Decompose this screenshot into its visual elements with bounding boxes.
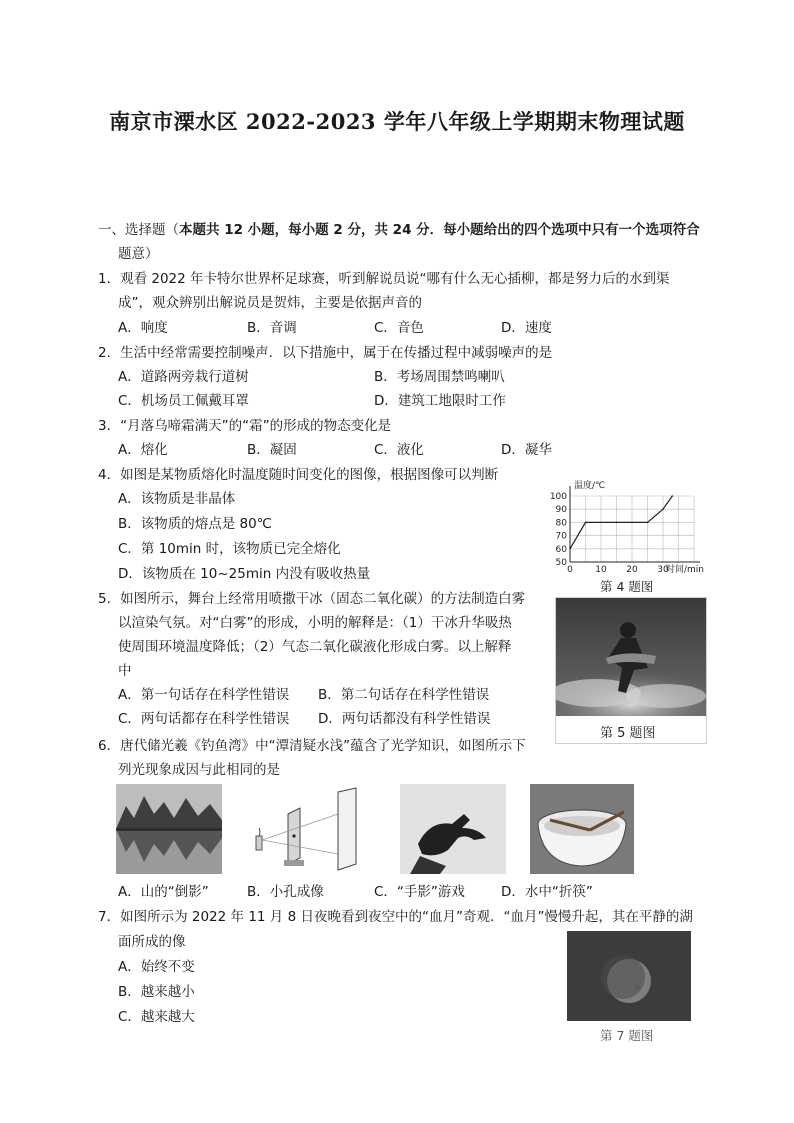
q1-option-b[interactable]: B．音调 [247, 320, 297, 336]
q3-option-b[interactable]: B．凝固 [247, 442, 297, 458]
q4-figure-caption: 第 4 题图 [600, 579, 654, 594]
q4-option-a[interactable]: A．该物质是非晶体 [118, 491, 236, 507]
data-point [616, 522, 618, 524]
q6-stem-line1: 6．唐代储光羲《钓鱼湾》中“潭清疑水浅”蕴含了光学知识，如图所示下 [98, 738, 526, 754]
q4-option-b[interactable]: B．该物质的熔点是 80℃ [118, 516, 272, 532]
y-tick-label: 50 [555, 558, 567, 568]
q7-stem-line1: 7．如图所示为 2022 年 11 月 8 日夜晚看到夜空中的“血月”奇观．“血月”慢慢升起，其在平静的湖 [98, 909, 693, 925]
y-tick-label: 60 [555, 544, 567, 555]
q7-option-c[interactable]: C．越来越大 [118, 1009, 195, 1025]
data-point [662, 508, 664, 510]
q7-option-b[interactable]: B．越来越小 [118, 984, 195, 1000]
q4-stem: 4．如图是某物质熔化时温度随时间变化的图像，根据图像可以判断 [98, 467, 499, 483]
y-tick-label: 80 [555, 518, 567, 529]
q6-image-bent-chopstick [530, 784, 634, 874]
x-tick-label: 0 [567, 565, 573, 575]
x-tick-label: 20 [626, 565, 638, 575]
q7-option-a[interactable]: A．始终不变 [118, 959, 195, 975]
q7-stem-line2: 面所成的像 [118, 934, 186, 950]
pinhole-camera-icon [238, 784, 383, 874]
hand-shadow-icon [400, 784, 506, 874]
y-axis-label: 温度/℃ [574, 481, 606, 491]
q7-figure-caption: 第 7 题图 [600, 1028, 654, 1043]
q1-stem-line2: 成”，观众辨别出解说员是贺炜，主要是依据声音的 [118, 295, 422, 311]
q5-option-c[interactable]: C．两句话都存在科学性错误 [118, 711, 290, 727]
q4-figure-chart [546, 480, 714, 580]
q2-option-b[interactable]: B．考场周围禁鸣喇叭 [374, 369, 505, 385]
q5-option-a[interactable]: A．第一句话存在科学性错误 [118, 687, 290, 703]
q2-stem: 2．生活中经常需要控制噪声．以下措施中，属于在传播过程中减弱噪声的是 [98, 345, 553, 361]
y-tick-label: 70 [555, 531, 567, 542]
q3-option-a[interactable]: A．熔化 [118, 442, 168, 458]
q5-stem-line2: 以渲染气氛。对“白雾”的形成，小明的解释是：（1）干冰升华吸热 [118, 615, 512, 631]
q3-stem: 3．“月落乌啼霜满天”的“霜”的形成的物态变化是 [98, 418, 392, 434]
q1-option-c[interactable]: C．音色 [374, 320, 424, 336]
q6-option-d[interactable]: D．水中“折筷” [501, 884, 593, 900]
section-heading-prefix: 一、选择题（ [98, 222, 179, 238]
bowl-chopstick-icon [530, 784, 634, 874]
data-point [647, 522, 649, 524]
q6-option-c[interactable]: C．“手影”游戏 [374, 884, 465, 900]
x-tick-label: 10 [595, 565, 607, 575]
mountain-reflection-icon [116, 784, 222, 874]
q6-option-a[interactable]: A．山的“倒影” [118, 884, 209, 900]
q5-figure-caption: 第 5 题图 [600, 726, 656, 741]
temperature-time-chart [546, 480, 714, 580]
data-point [672, 495, 674, 497]
q5-option-b[interactable]: B．第二句话存在科学性错误 [318, 687, 490, 703]
q4-option-d[interactable]: D．该物质在 10~25min 内没有吸收热量 [118, 566, 371, 582]
data-point [569, 548, 571, 550]
q7-figure [567, 931, 691, 1021]
section-heading-rule: 本题共 12 小题，每小题 2 分，共 24 分．每小题给出的四个选项中只有一个选项符合 [179, 222, 700, 238]
blood-moon-image [567, 931, 691, 1021]
q2-option-d[interactable]: D．建筑工地限时工作 [374, 393, 506, 409]
q6-stem-line2: 列光现象成因与此相同的是 [118, 762, 280, 778]
q5-option-d[interactable]: D．两句话都没有科学性错误 [318, 711, 491, 727]
q4-option-c[interactable]: C．第 10min 时，该物质已完全熔化 [118, 541, 341, 557]
q2-option-a[interactable]: A．道路两旁栽行道树 [118, 369, 249, 385]
q2-option-c[interactable]: C．机场员工佩戴耳罩 [118, 393, 249, 409]
page-title: 南京市溧水区 2022-2023 学年八年级上学期期末物理试题 [109, 109, 685, 134]
data-point [585, 522, 587, 524]
q6-option-b[interactable]: B．小孔成像 [247, 884, 324, 900]
q5-stem-line1: 5．如图所示，舞台上经常用喷撒干冰（固态二氧化碳）的方法制造白雾 [98, 591, 526, 607]
q5-stem-line4: 中 [118, 663, 132, 679]
q1-option-a[interactable]: A．响度 [118, 320, 168, 336]
section-heading-line2: 题意） [118, 246, 159, 262]
section-heading [98, 221, 700, 239]
q6-image-pinhole [238, 784, 383, 874]
q1-option-d[interactable]: D．速度 [501, 320, 552, 336]
q3-option-c[interactable]: C．液化 [374, 442, 424, 458]
x-axis-label: 时间/min [666, 565, 705, 575]
x-tick-label: 30 [657, 565, 669, 575]
q3-option-d[interactable]: D．凝华 [501, 442, 552, 458]
y-tick-label: 90 [555, 505, 567, 516]
q6-image-mountain-reflection [116, 784, 222, 874]
q1-stem-line1: 1．观看 2022 年卡特尔世界杯足球赛，听到解说员说“哪有什么无心插柳，都是努力后的水到渠 [98, 271, 670, 287]
q5-stem-line3: 使周围环境温度降低；（2）气态二氧化碳液化形成白雾。以上解释 [118, 639, 512, 655]
q6-image-hand-shadow [400, 784, 506, 874]
y-tick-label: 100 [549, 492, 567, 502]
